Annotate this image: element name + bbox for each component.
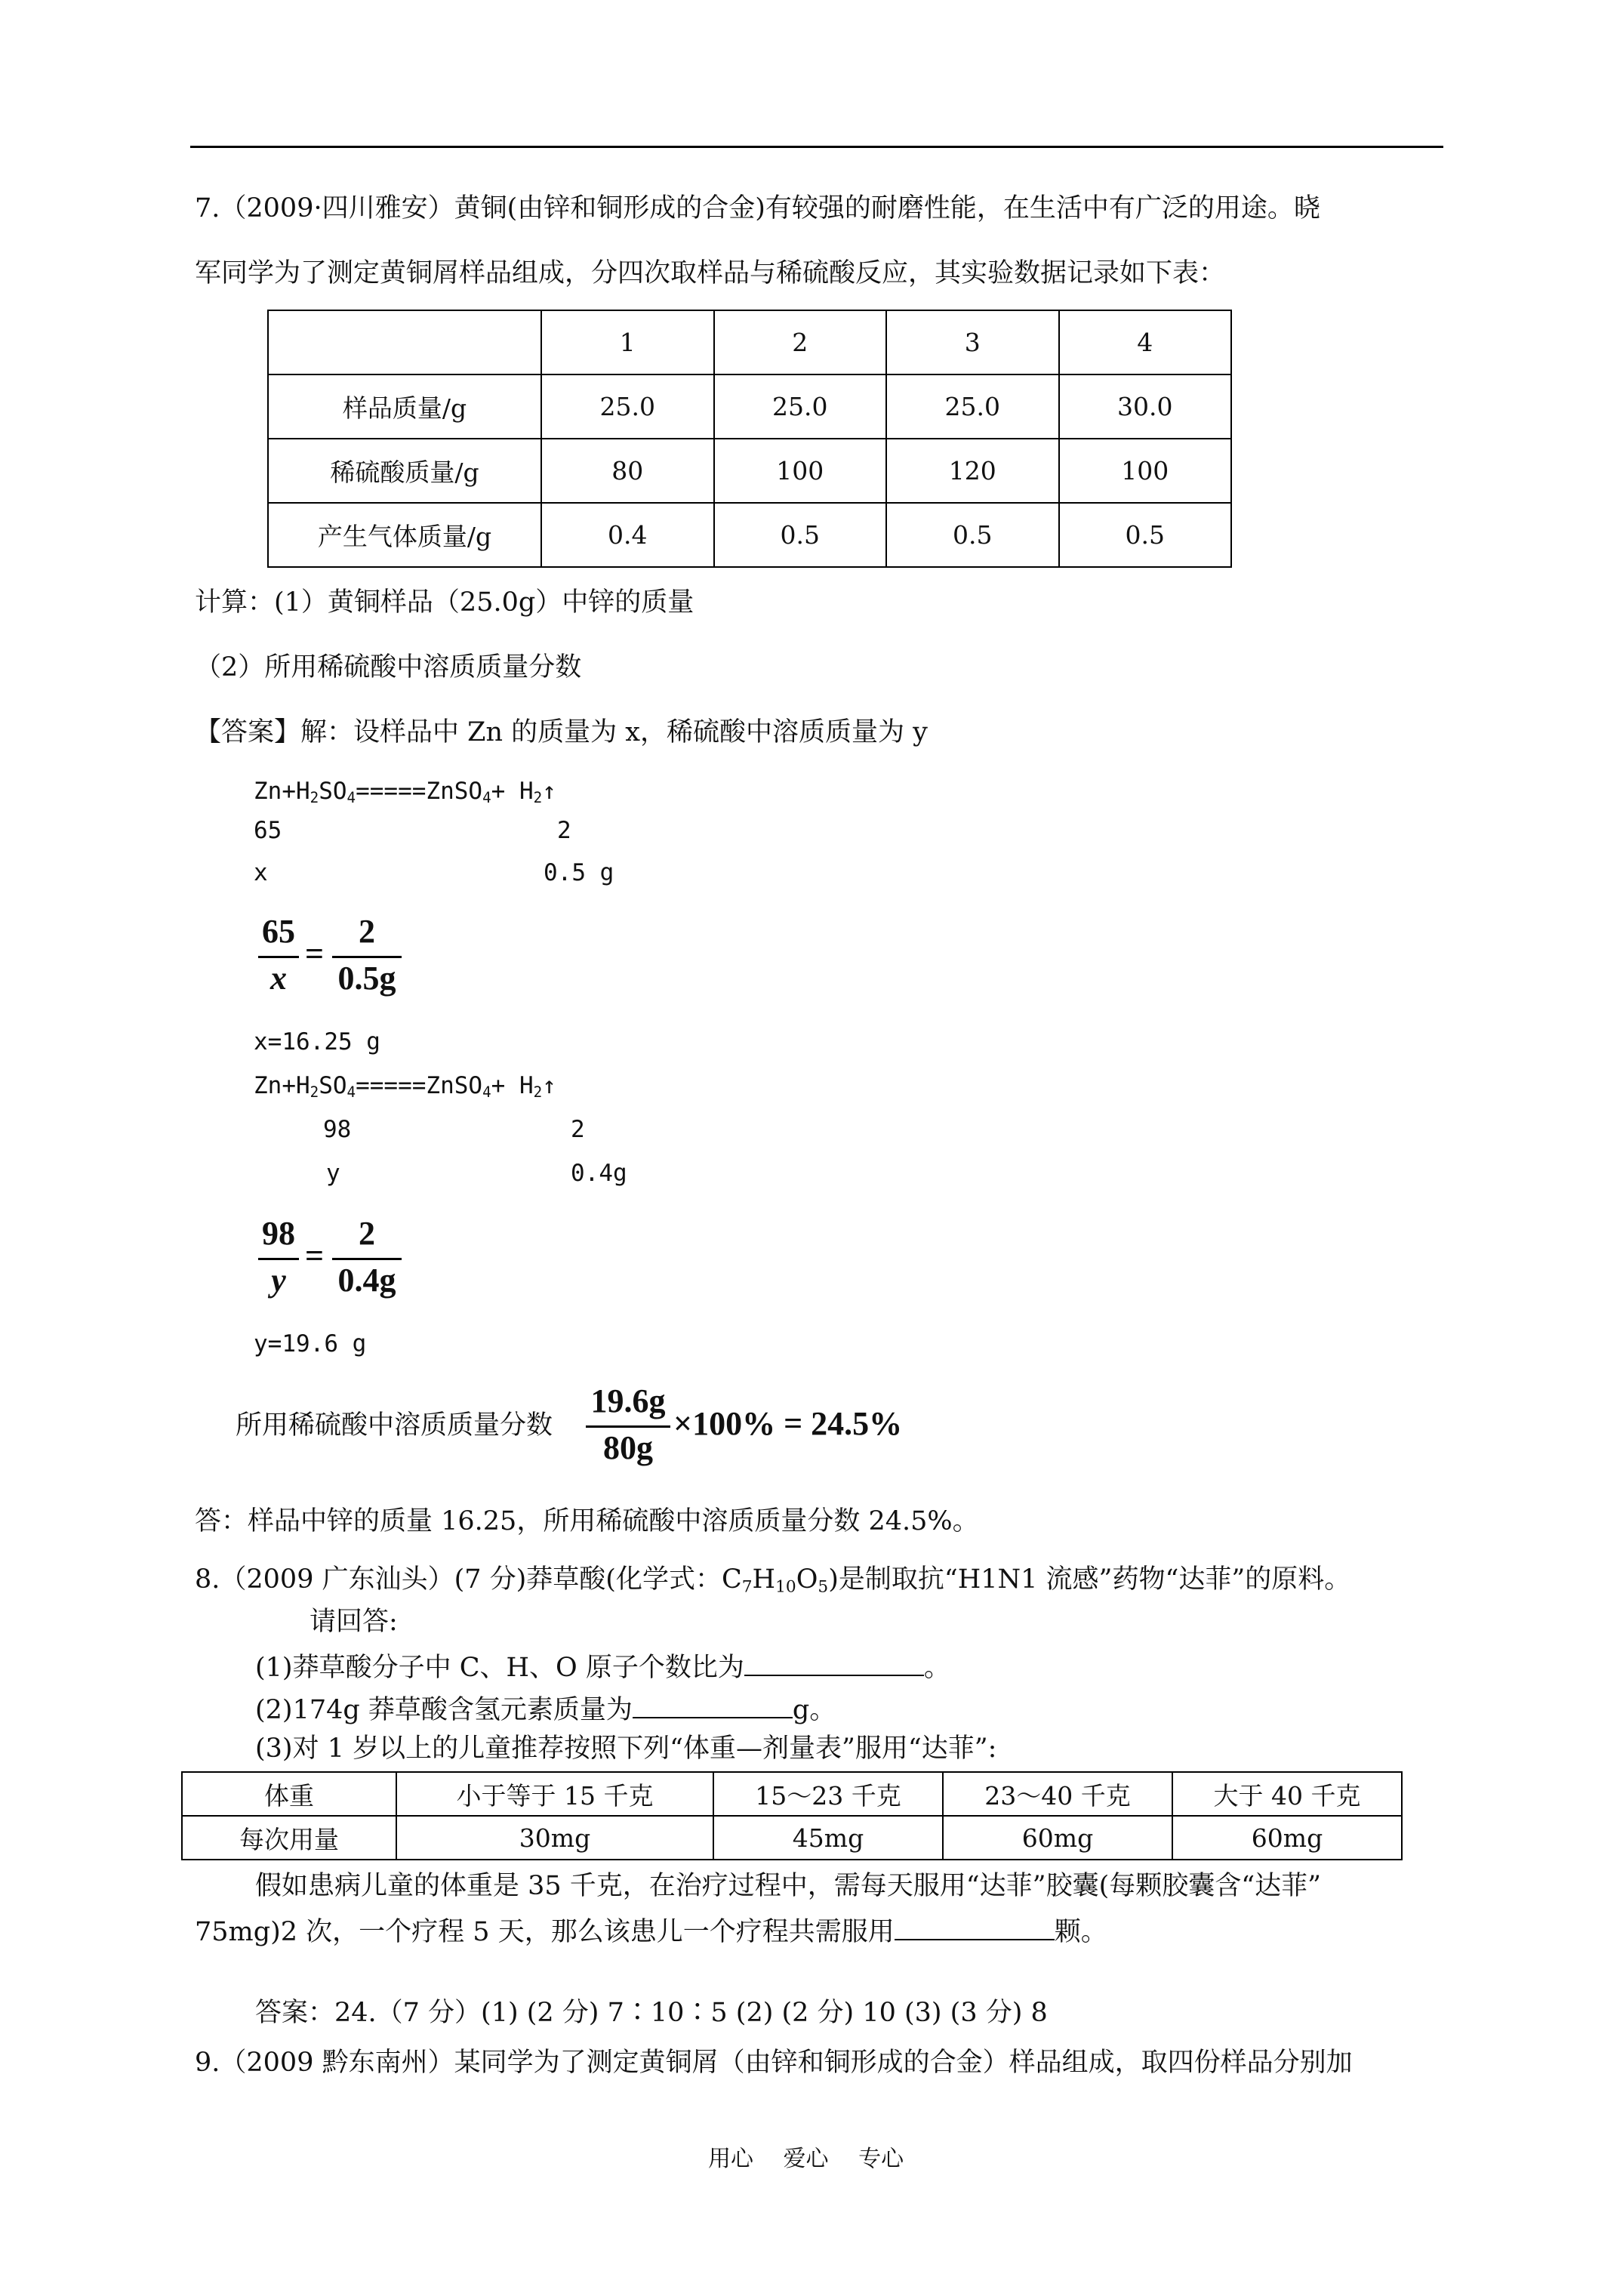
eq-part: SO bbox=[319, 778, 347, 805]
table-cell: 80 bbox=[541, 439, 714, 503]
eq-sub: 4 bbox=[482, 1083, 491, 1101]
ratio-right: 2 bbox=[557, 817, 571, 844]
eq-part: Zn+H bbox=[254, 1072, 310, 1099]
chemical-equation-1 bbox=[254, 778, 556, 806]
q8-text: g。 bbox=[792, 1695, 836, 1725]
fraction-numerator: 2 bbox=[359, 913, 375, 950]
fraction-denominator: 0.4g bbox=[337, 1262, 396, 1299]
answer-blank[interactable] bbox=[633, 1691, 793, 1718]
gas-arrow: ↑ bbox=[542, 1072, 556, 1099]
fraction-numerator: 19.6g bbox=[590, 1382, 666, 1419]
q8-text: 8.（2009 广东汕头）(7 分)莽草酸(化学式：C bbox=[195, 1564, 742, 1595]
chemical-equation-2 bbox=[254, 1072, 556, 1101]
fraction-bar bbox=[332, 956, 402, 958]
ratio-right: 0.5 g bbox=[544, 859, 614, 886]
table-cell: 3 bbox=[886, 310, 1059, 374]
table-cell: 30.0 bbox=[1059, 374, 1232, 439]
table-cell: 23～40 千克 bbox=[943, 1772, 1172, 1816]
eq-part: Zn+H bbox=[254, 778, 310, 805]
eq-sub: 4 bbox=[482, 788, 491, 806]
q7-calc1: 计算：(1）黄铜样品（25.0g）中锌的质量 bbox=[195, 587, 694, 618]
table-cell: 0.5 bbox=[1059, 503, 1232, 567]
q7-final-answer: 答：样品中锌的质量 16.25，所用稀硫酸中溶质质量分数 24.5%。 bbox=[195, 1506, 979, 1536]
q8-text: 75mg)2 次，一个疗程 5 天，那么该患儿一个疗程共需服用 bbox=[195, 1917, 895, 1947]
equals-sign: = bbox=[305, 935, 325, 972]
eq-sub: 2 bbox=[533, 788, 543, 806]
fraction-bar bbox=[258, 1258, 299, 1260]
q8-part1 bbox=[255, 1649, 950, 1683]
q8-part4-line1: 假如患病儿童的体重是 35 千克，在治疗过程中，需每天服用“达菲”胶囊(每颗胶囊含“达菲” bbox=[255, 1871, 1322, 1901]
table-cell: 每次用量 bbox=[182, 1816, 396, 1860]
header-rule bbox=[190, 146, 1443, 148]
table-cell: 100 bbox=[1059, 439, 1232, 503]
table-cell: 2 bbox=[714, 310, 887, 374]
ratio-right: 0.4g bbox=[571, 1160, 627, 1187]
percentage-label: 所用稀硫酸中溶质质量分数 bbox=[236, 1410, 553, 1441]
eq-sub: 4 bbox=[346, 1083, 356, 1101]
ratio-left: y bbox=[326, 1160, 340, 1187]
table-cell: 4 bbox=[1059, 310, 1232, 374]
fraction-denominator: y bbox=[271, 1262, 286, 1299]
formula-sub: 5 bbox=[818, 1577, 829, 1597]
answer-blank[interactable] bbox=[744, 1649, 924, 1676]
table-header-row bbox=[268, 310, 1231, 374]
percentage-result: ×100% = 24.5% bbox=[673, 1405, 903, 1442]
fraction-denominator: x bbox=[270, 960, 287, 997]
table-cell: 小于等于 15 千克 bbox=[396, 1772, 713, 1816]
table-cell: 25.0 bbox=[714, 374, 887, 439]
table-cell: 15～23 千克 bbox=[713, 1772, 943, 1816]
fraction-denominator: 80g bbox=[603, 1429, 653, 1466]
proportion-equation-1 bbox=[258, 912, 409, 1003]
eq-part: =====ZnSO bbox=[356, 1072, 483, 1099]
eq-sub: 2 bbox=[310, 1083, 319, 1101]
table-cell: 60mg bbox=[1172, 1816, 1402, 1860]
table-cell: 产生气体质量/g bbox=[268, 503, 541, 567]
table-cell: 30mg bbox=[396, 1816, 713, 1860]
q7-calc2: （2）所用稀硫酸中溶质质量分数 bbox=[195, 652, 582, 683]
fraction-bar bbox=[332, 1258, 402, 1260]
ratio-left: x bbox=[254, 859, 268, 886]
fraction-bar bbox=[586, 1425, 670, 1428]
table-cell: 样品质量/g bbox=[268, 374, 541, 439]
q8-answer: 答案：24.（7 分）(1) (2 分) 7∶10∶5 (2) (2 分) 10 (3) (3 分) 8 bbox=[255, 1998, 1048, 2028]
table-cell: 100 bbox=[714, 439, 887, 503]
answer-blank[interactable] bbox=[895, 1913, 1055, 1940]
table-cell: 大于 40 千克 bbox=[1172, 1772, 1402, 1816]
q8-prompt: 请回答: bbox=[310, 1607, 398, 1637]
eq-part: SO bbox=[319, 1072, 347, 1099]
ratio-left: 65 bbox=[254, 817, 282, 844]
q7-answer-intro: 【答案】解：设样品中 Zn 的质量为 x，稀硫酸中溶质质量为 y bbox=[195, 717, 928, 747]
fraction-numerator: 2 bbox=[359, 1215, 375, 1252]
formula-sub: 7 bbox=[741, 1577, 753, 1597]
percentage-formula bbox=[586, 1382, 918, 1472]
q7-line2: 军同学为了测定黄铜屑样品组成，分四次取样品与稀硫酸反应，其实验数据记录如下表： bbox=[195, 258, 1226, 288]
fraction-numerator: 65 bbox=[262, 913, 295, 950]
table-cell: 0.4 bbox=[541, 503, 714, 567]
table-cell: 25.0 bbox=[541, 374, 714, 439]
equals-sign: = bbox=[305, 1237, 325, 1274]
proportion-equation-2 bbox=[258, 1214, 409, 1305]
table-cell: 0.5 bbox=[714, 503, 887, 567]
q8-dosage-table bbox=[181, 1771, 1403, 1860]
q8-text: 。 bbox=[923, 1653, 950, 1683]
q8-text: O bbox=[796, 1564, 818, 1595]
eq-sub: 4 bbox=[346, 788, 356, 806]
q8-text: H bbox=[752, 1564, 776, 1595]
fraction-denominator: 0.5g bbox=[337, 960, 396, 997]
ratio-right: 2 bbox=[571, 1116, 585, 1143]
fraction-bar bbox=[258, 956, 299, 958]
table-row bbox=[182, 1772, 1402, 1816]
gas-arrow: ↑ bbox=[542, 778, 556, 805]
table-cell: 1 bbox=[541, 310, 714, 374]
table-row bbox=[182, 1816, 1402, 1860]
q7-line1: 7.（2009·四川雅安）黄铜(由锌和铜形成的合金)有较强的耐磨性能，在生活中有广泛的用途。晓 bbox=[195, 193, 1320, 223]
fraction-numerator: 98 bbox=[262, 1215, 295, 1252]
q8-text: )是制取抗“H1N1 流感”药物“达菲”的原料。 bbox=[828, 1564, 1351, 1595]
q8-part4-line2 bbox=[195, 1913, 1107, 1947]
q8-text: (1)莽草酸分子中 C、H、O 原子个数比为 bbox=[255, 1653, 744, 1683]
eq-part: =====ZnSO bbox=[356, 778, 483, 805]
table-row bbox=[268, 503, 1231, 567]
q8-text: (2)174g 莽草酸含氢元素质量为 bbox=[255, 1695, 633, 1725]
table-cell: 0.5 bbox=[886, 503, 1059, 567]
q7-data-table bbox=[267, 310, 1232, 568]
q8-part2 bbox=[255, 1691, 836, 1725]
table-cell: 稀硫酸质量/g bbox=[268, 439, 541, 503]
eq-part: + H bbox=[491, 1072, 534, 1099]
eq-sub: 2 bbox=[533, 1083, 543, 1101]
ratio-left: 98 bbox=[323, 1116, 352, 1143]
x-result: x=16.25 g bbox=[254, 1028, 380, 1056]
eq-sub: 2 bbox=[310, 788, 319, 806]
q8-part3: (3)对 1 岁以上的儿童推荐按照下列“体重—剂量表”服用“达菲”: bbox=[255, 1734, 997, 1764]
table-row bbox=[268, 374, 1231, 439]
q9-line1: 9.（2009 黔东南州）某同学为了测定黄铜屑（由锌和铜形成的合金）样品组成，取四份样品分别加 bbox=[195, 2048, 1353, 2078]
y-result: y=19.6 g bbox=[254, 1330, 367, 1358]
table-cell: 25.0 bbox=[886, 374, 1059, 439]
table-cell: 45mg bbox=[713, 1816, 943, 1860]
q8-line1 bbox=[195, 1564, 1350, 1602]
q8-text: 颗。 bbox=[1054, 1917, 1107, 1947]
table-cell: 120 bbox=[886, 439, 1059, 503]
eq-part: + H bbox=[491, 778, 534, 805]
table-cell bbox=[268, 310, 541, 374]
table-row bbox=[268, 439, 1231, 503]
page-footer: 用心 爱心 专心 bbox=[708, 2146, 904, 2172]
table-cell: 60mg bbox=[943, 1816, 1172, 1860]
formula-sub: 10 bbox=[775, 1577, 796, 1597]
table-cell: 体重 bbox=[182, 1772, 396, 1816]
